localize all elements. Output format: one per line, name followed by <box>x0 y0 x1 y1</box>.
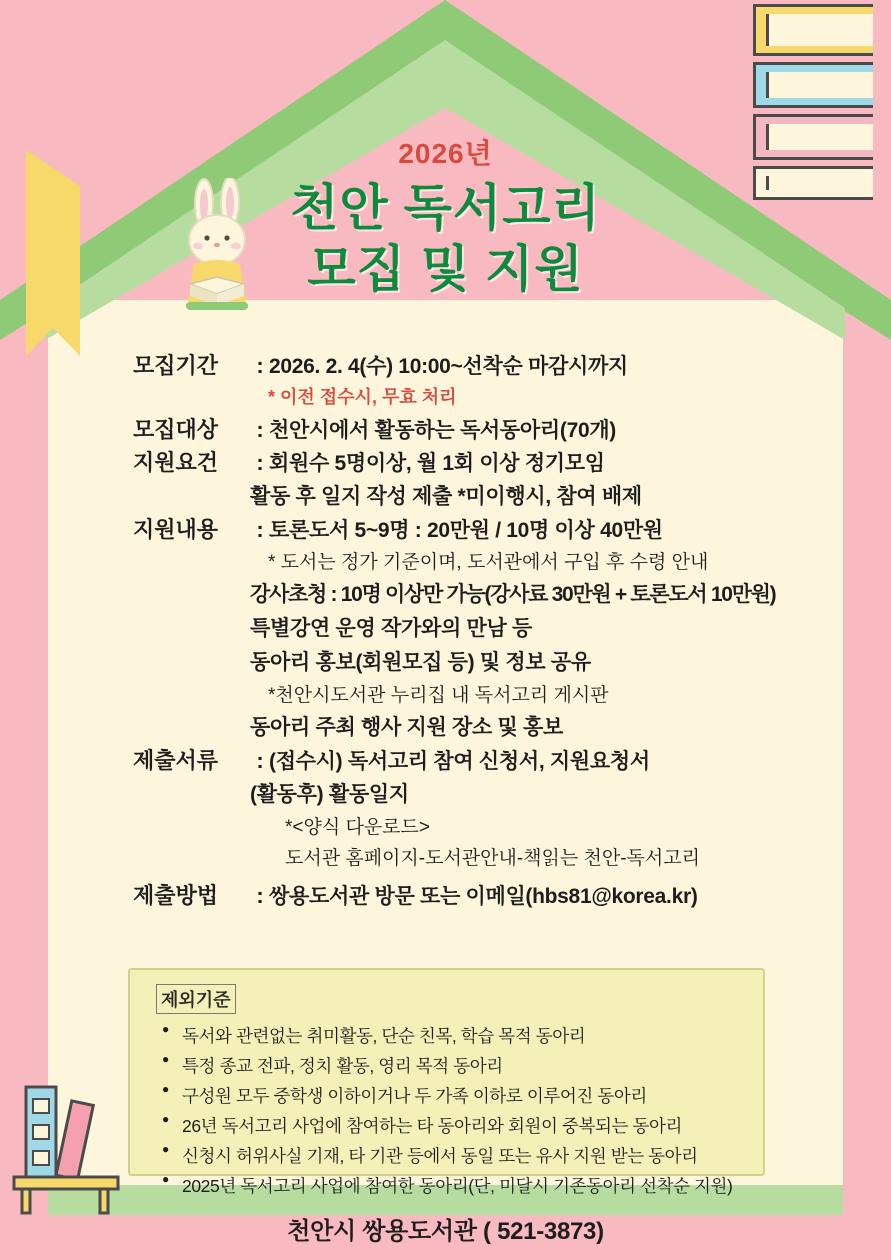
info-documents-form-path: 도서관 홈페이지-도서관안내-책읽는 천안-독서고리 <box>285 848 700 869</box>
info-value-target: 천안시에서 활동하는 독서동아리(70개) <box>269 419 617 442</box>
info-documents-line2: (활동후) 활동일지 <box>250 783 409 806</box>
list-item: ● 구성원 모두 중학생 이하이거나 두 가족 이하로 이루어진 동아리 <box>160 1080 745 1110</box>
info-value-period: 2026. 2. 4(수) 10:00~선착순 마감시까지 <box>269 355 628 378</box>
info-label-submission: 제출방법 <box>133 883 219 908</box>
info-support-event: 동아리 주최 행사 지원 장소 및 홍보 <box>250 716 564 739</box>
info-label-period: 모집기간 <box>133 353 219 378</box>
exclusion-criteria-title: 제외기준 <box>156 984 236 1014</box>
exclusion-criteria-box <box>128 968 765 1196</box>
exclusion-criteria-list <box>148 1020 745 1200</box>
bookshelf-decoration-icon <box>8 1069 128 1224</box>
info-value-documents: (접수시) 독서고리 참여 신청서, 지원요청서 <box>269 750 650 773</box>
info-requirement-line2: 활동 후 일지 작성 제출 *미이행시, 참여 배제 <box>250 485 642 508</box>
info-row-submission <box>0 878 891 911</box>
info-label-requirement: 지원요건 <box>133 450 219 475</box>
info-value-requirement: 회원수 5명이상, 월 1회 이상 정기모임 <box>269 452 605 475</box>
list-item: ● 특정 종교 전파, 정치 활동, 영리 목적 동아리 <box>160 1050 745 1080</box>
info-row-period <box>0 348 891 381</box>
list-item: ● 2025년 독서고리 사업에 참여한 동아리(단, 미달시 기존동아리 선착순 지원) <box>160 1170 745 1200</box>
info-note-period: * 이전 접수시, 무효 처리 <box>268 387 457 407</box>
info-colon-requirement: : <box>256 450 264 475</box>
info-colon-documents: : <box>256 748 264 773</box>
info-value-submission: 쌍용도서관 방문 또는 이메일(hbs81@korea.kr) <box>269 885 698 908</box>
poster-title-line2: 모집 및 지원 <box>307 241 584 297</box>
info-label-support: 지원내용 <box>133 517 219 542</box>
info-support-special-lecture: 특별강연 운영 작가와의 만남 등 <box>250 617 532 640</box>
poster-footer-contact: 천안시 쌍용도서관 ( 521-3873) <box>287 1218 604 1245</box>
info-support-promotion: 동아리 홍보(회원모집 등) 및 정보 공유 <box>250 651 591 674</box>
info-row-requirement <box>0 445 891 478</box>
info-label-documents: 제출서류 <box>133 748 219 773</box>
poster-year: 2026년 <box>398 138 493 169</box>
info-row-support <box>0 512 891 545</box>
poster-title-line1: 천안 독서고리 <box>290 180 601 236</box>
info-support-note1: * 도서는 정가 기준이며, 도서관에서 구입 후 수령 안내 <box>268 552 709 573</box>
poster-info-section <box>0 348 891 911</box>
list-item: ● 신청시 허위사실 기재, 타 기관 등에서 동일 또는 유사 지원 받는 동아리 <box>160 1140 745 1170</box>
info-row-target <box>0 412 891 445</box>
info-value-support: 토론도서 5~9명 : 20만원 / 10명 이상 40만원 <box>269 519 663 542</box>
info-documents-form-title: *<양식 다운로드> <box>285 817 430 838</box>
info-colon-support: : <box>256 517 264 542</box>
list-item: ● 26년 독서고리 사업에 참여하는 타 동아리와 회원이 중복되는 동아리 <box>160 1110 745 1140</box>
poster-title-block <box>0 132 891 300</box>
list-item: ● 독서와 관련없는 취미활동, 단순 친목, 학습 목적 동아리 <box>160 1020 745 1050</box>
info-support-note2: *천안시도서관 누리집 내 독서고리 게시판 <box>268 685 609 706</box>
info-row-documents <box>0 743 891 776</box>
info-colon-period: : <box>256 353 264 378</box>
info-colon-submission: : <box>256 883 264 908</box>
info-support-lecturer: 강사초청 : 10명 이상만 가능(강사료 30만원 + 토론도서 10만원) <box>250 583 776 606</box>
info-label-target: 모집대상 <box>133 417 219 442</box>
info-colon-target: : <box>256 417 264 442</box>
